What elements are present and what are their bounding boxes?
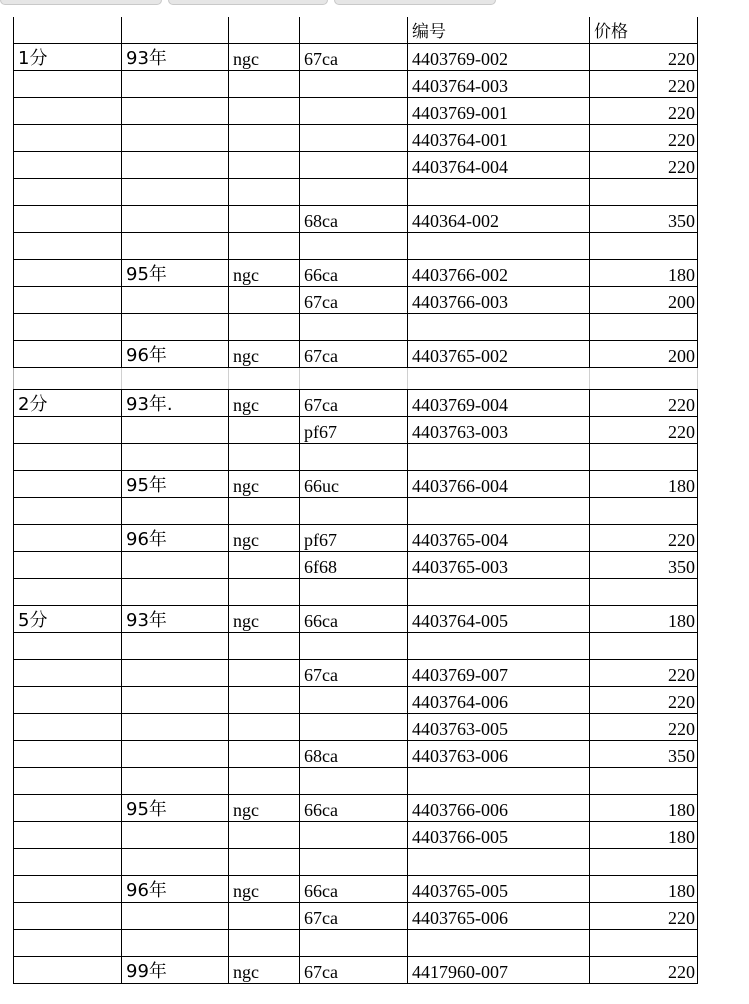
grade-cell[interactable]: 67ca: [300, 903, 408, 930]
serial-number-cell[interactable]: 4403766-006: [408, 795, 590, 822]
coin-price-table: [13, 17, 698, 984]
price-cell[interactable]: 180: [590, 795, 698, 822]
price-cell[interactable]: 180: [590, 606, 698, 633]
grade-cell[interactable]: 67ca: [300, 44, 408, 71]
serial-number-cell[interactable]: 4403769-007: [408, 660, 590, 687]
grade-cell[interactable]: [300, 498, 408, 525]
year-cell[interactable]: [122, 741, 229, 768]
table-row: [14, 260, 698, 287]
grade-cell[interactable]: [300, 444, 408, 471]
table-row: [14, 44, 698, 71]
grader-cell[interactable]: [229, 233, 300, 260]
serial-number-cell[interactable]: 4403763-006: [408, 741, 590, 768]
grader-cell[interactable]: ngc: [229, 390, 300, 417]
year-cell[interactable]: 96年: [122, 341, 229, 368]
grader-cell[interactable]: [229, 930, 300, 957]
grade-cell[interactable]: pf67: [300, 417, 408, 444]
grader-cell[interactable]: [229, 822, 300, 849]
price-cell[interactable]: 350: [590, 552, 698, 579]
price-cell[interactable]: 180: [590, 822, 698, 849]
year-cell[interactable]: [122, 417, 229, 444]
grade-cell[interactable]: [300, 849, 408, 876]
price-cell[interactable]: 220: [590, 714, 698, 741]
year-cell[interactable]: [122, 552, 229, 579]
serial-number-cell[interactable]: 4403765-002: [408, 341, 590, 368]
header-row: [14, 17, 698, 44]
price-cell[interactable]: 220: [590, 660, 698, 687]
price-cell[interactable]: [590, 633, 698, 660]
grade-cell[interactable]: [300, 930, 408, 957]
table-row: [14, 390, 698, 417]
header-cell-grader[interactable]: [229, 17, 300, 44]
year-cell[interactable]: [122, 98, 229, 125]
denomination-cell[interactable]: [14, 498, 122, 525]
price-cell[interactable]: [590, 179, 698, 206]
table-row: [14, 687, 698, 714]
denomination-cell[interactable]: [14, 768, 122, 795]
serial-number-cell[interactable]: [408, 233, 590, 260]
grade-cell[interactable]: 67ca: [300, 957, 408, 984]
price-cell[interactable]: 220: [590, 152, 698, 179]
year-cell[interactable]: [122, 444, 229, 471]
denomination-cell[interactable]: 5分: [14, 606, 122, 633]
denomination-cell[interactable]: [14, 795, 122, 822]
denomination-cell[interactable]: [14, 552, 122, 579]
serial-number-cell[interactable]: 4403765-005: [408, 876, 590, 903]
year-cell[interactable]: 99年: [122, 957, 229, 984]
serial-number-cell[interactable]: 4403766-002: [408, 260, 590, 287]
table-row: [14, 125, 698, 152]
denomination-cell[interactable]: [14, 633, 122, 660]
price-cell[interactable]: 220: [590, 71, 698, 98]
grader-cell[interactable]: [229, 579, 300, 606]
serial-number-cell[interactable]: 4403766-004: [408, 471, 590, 498]
serial-number-cell[interactable]: [408, 768, 590, 795]
header-cell-grade[interactable]: [300, 17, 408, 44]
price-cell[interactable]: 180: [590, 471, 698, 498]
table-row: [14, 233, 698, 260]
grade-cell[interactable]: [300, 714, 408, 741]
grader-cell[interactable]: [229, 498, 300, 525]
denomination-cell[interactable]: [14, 314, 122, 341]
grader-cell[interactable]: [229, 903, 300, 930]
serial-number-cell[interactable]: [408, 579, 590, 606]
denomination-cell[interactable]: [14, 876, 122, 903]
table-row: [14, 98, 698, 125]
year-cell[interactable]: 95年: [122, 471, 229, 498]
denomination-cell[interactable]: [14, 660, 122, 687]
grader-cell[interactable]: [229, 552, 300, 579]
price-cell[interactable]: 200: [590, 341, 698, 368]
table-row: [14, 660, 698, 687]
serial-number-cell[interactable]: 4403769-002: [408, 44, 590, 71]
denomination-cell[interactable]: [14, 741, 122, 768]
table-row: [14, 606, 698, 633]
table-row: [14, 795, 698, 822]
grade-cell[interactable]: 68ca: [300, 741, 408, 768]
denomination-cell[interactable]: [14, 206, 122, 233]
table-row: [14, 417, 698, 444]
table-row: [14, 444, 698, 471]
year-cell[interactable]: [122, 822, 229, 849]
denomination-cell[interactable]: [14, 822, 122, 849]
year-cell[interactable]: 95年: [122, 260, 229, 287]
spacer-cell[interactable]: [229, 368, 300, 390]
year-cell[interactable]: [122, 687, 229, 714]
denomination-cell[interactable]: [14, 417, 122, 444]
denomination-cell[interactable]: [14, 233, 122, 260]
window-tab-strip: [0, 0, 749, 6]
price-cell[interactable]: [590, 444, 698, 471]
serial-number-cell[interactable]: [408, 498, 590, 525]
serial-number-cell[interactable]: 4403769-004: [408, 390, 590, 417]
year-cell[interactable]: [122, 287, 229, 314]
serial-number-cell[interactable]: [408, 179, 590, 206]
price-cell[interactable]: [590, 930, 698, 957]
table-row: [14, 498, 698, 525]
spacer-cell[interactable]: [122, 368, 229, 390]
year-cell[interactable]: [122, 206, 229, 233]
grade-cell[interactable]: pf67: [300, 525, 408, 552]
price-cell[interactable]: [590, 579, 698, 606]
year-cell[interactable]: [122, 930, 229, 957]
year-cell[interactable]: 95年: [122, 795, 229, 822]
year-cell[interactable]: [122, 768, 229, 795]
table-row: [14, 930, 698, 957]
year-cell[interactable]: [122, 498, 229, 525]
grade-cell[interactable]: 68ca: [300, 206, 408, 233]
price-cell[interactable]: 220: [590, 525, 698, 552]
table-row: [14, 903, 698, 930]
spacer-cell[interactable]: [408, 368, 590, 390]
price-cell[interactable]: [590, 233, 698, 260]
year-cell[interactable]: [122, 633, 229, 660]
serial-number-cell[interactable]: 4403765-004: [408, 525, 590, 552]
denomination-cell[interactable]: [14, 930, 122, 957]
serial-number-cell[interactable]: [408, 633, 590, 660]
grade-cell[interactable]: [300, 233, 408, 260]
year-cell[interactable]: [122, 714, 229, 741]
denomination-cell[interactable]: 2分: [14, 390, 122, 417]
denomination-cell[interactable]: [14, 260, 122, 287]
grader-cell[interactable]: ngc: [229, 471, 300, 498]
grader-cell[interactable]: [229, 152, 300, 179]
header-cell-denomination[interactable]: [14, 17, 122, 44]
denomination-cell[interactable]: [14, 341, 122, 368]
grader-cell[interactable]: [229, 71, 300, 98]
year-cell[interactable]: 93年: [122, 44, 229, 71]
grade-cell[interactable]: [300, 152, 408, 179]
price-cell[interactable]: 220: [590, 98, 698, 125]
table-row: [14, 471, 698, 498]
grade-cell[interactable]: [300, 71, 408, 98]
grade-cell[interactable]: 67ca: [300, 390, 408, 417]
denomination-cell[interactable]: [14, 444, 122, 471]
grader-cell[interactable]: [229, 417, 300, 444]
grader-cell[interactable]: ngc: [229, 44, 300, 71]
grader-cell[interactable]: ngc: [229, 341, 300, 368]
serial-number-cell[interactable]: 4403764-003: [408, 71, 590, 98]
grader-cell[interactable]: [229, 714, 300, 741]
year-cell[interactable]: [122, 579, 229, 606]
year-cell[interactable]: [122, 903, 229, 930]
price-cell[interactable]: 220: [590, 957, 698, 984]
year-cell[interactable]: [122, 233, 229, 260]
serial-number-cell[interactable]: 4403769-001: [408, 98, 590, 125]
table-row: [14, 579, 698, 606]
table-row: [14, 822, 698, 849]
price-cell[interactable]: 220: [590, 125, 698, 152]
price-cell[interactable]: [590, 314, 698, 341]
grade-cell[interactable]: [300, 125, 408, 152]
grader-cell[interactable]: [229, 444, 300, 471]
grade-cell[interactable]: [300, 633, 408, 660]
table-row: [14, 741, 698, 768]
serial-number-cell[interactable]: 4403765-003: [408, 552, 590, 579]
table-body: [14, 17, 698, 984]
denomination-cell[interactable]: [14, 687, 122, 714]
table-row: [14, 633, 698, 660]
serial-number-cell[interactable]: 4403764-006: [408, 687, 590, 714]
grader-cell[interactable]: [229, 125, 300, 152]
serial-number-cell[interactable]: [408, 930, 590, 957]
table-row: [14, 714, 698, 741]
grader-cell[interactable]: [229, 206, 300, 233]
year-cell[interactable]: 93年: [122, 606, 229, 633]
spacer-cell[interactable]: [14, 368, 122, 390]
price-cell[interactable]: [590, 849, 698, 876]
serial-number-cell[interactable]: 4403766-003: [408, 287, 590, 314]
denomination-cell[interactable]: [14, 957, 122, 984]
table-row: [14, 71, 698, 98]
grader-cell[interactable]: [229, 98, 300, 125]
price-cell[interactable]: 220: [590, 417, 698, 444]
grade-cell[interactable]: 66ca: [300, 260, 408, 287]
grader-cell[interactable]: [229, 287, 300, 314]
price-cell[interactable]: 200: [590, 287, 698, 314]
year-cell[interactable]: [122, 849, 229, 876]
tab-fragment[interactable]: [0, 0, 162, 5]
year-cell[interactable]: 93年.: [122, 390, 229, 417]
serial-number-cell[interactable]: [408, 444, 590, 471]
year-cell[interactable]: [122, 179, 229, 206]
grade-cell[interactable]: [300, 314, 408, 341]
header-cell-id[interactable]: 编号: [408, 17, 590, 44]
table-row: [14, 206, 698, 233]
price-cell[interactable]: 220: [590, 390, 698, 417]
header-cell-price[interactable]: 价格: [590, 17, 698, 44]
table-row: [14, 525, 698, 552]
grade-cell[interactable]: 66ca: [300, 795, 408, 822]
grade-cell[interactable]: [300, 179, 408, 206]
serial-number-cell[interactable]: [408, 849, 590, 876]
price-cell[interactable]: [590, 498, 698, 525]
grader-cell[interactable]: [229, 768, 300, 795]
table-row: [14, 957, 698, 984]
table-row: [14, 768, 698, 795]
year-cell[interactable]: 96年: [122, 525, 229, 552]
price-cell[interactable]: 220: [590, 903, 698, 930]
denomination-cell[interactable]: [14, 471, 122, 498]
year-cell[interactable]: [122, 314, 229, 341]
grade-cell[interactable]: 6f68: [300, 552, 408, 579]
grader-cell[interactable]: ngc: [229, 957, 300, 984]
price-cell[interactable]: 180: [590, 260, 698, 287]
grader-cell[interactable]: ngc: [229, 876, 300, 903]
grade-cell[interactable]: [300, 98, 408, 125]
table-row: [14, 876, 698, 903]
grade-cell[interactable]: [300, 687, 408, 714]
serial-number-cell[interactable]: 4403764-001: [408, 125, 590, 152]
denomination-cell[interactable]: 1分: [14, 44, 122, 71]
grader-cell[interactable]: [229, 633, 300, 660]
grader-cell[interactable]: [229, 849, 300, 876]
spacer-row: [14, 368, 698, 390]
grade-cell[interactable]: 66ca: [300, 876, 408, 903]
price-cell[interactable]: 350: [590, 741, 698, 768]
year-cell[interactable]: [122, 71, 229, 98]
price-cell[interactable]: 220: [590, 44, 698, 71]
serial-number-cell[interactable]: 4403764-005: [408, 606, 590, 633]
table-row: [14, 152, 698, 179]
tab-fragment[interactable]: [168, 0, 328, 5]
grade-cell[interactable]: 67ca: [300, 341, 408, 368]
grade-cell[interactable]: [300, 822, 408, 849]
year-cell[interactable]: 96年: [122, 876, 229, 903]
grader-cell[interactable]: ngc: [229, 525, 300, 552]
grader-cell[interactable]: ngc: [229, 260, 300, 287]
grader-cell[interactable]: [229, 660, 300, 687]
table-row: [14, 341, 698, 368]
serial-number-cell[interactable]: 4417960-007: [408, 957, 590, 984]
tab-fragment[interactable]: [334, 0, 496, 5]
denomination-cell[interactable]: [14, 152, 122, 179]
grade-cell[interactable]: 67ca: [300, 287, 408, 314]
serial-number-cell[interactable]: 4403763-003: [408, 417, 590, 444]
year-cell[interactable]: [122, 152, 229, 179]
serial-number-cell[interactable]: 4403763-005: [408, 714, 590, 741]
denomination-cell[interactable]: [14, 525, 122, 552]
grade-cell[interactable]: 66ca: [300, 606, 408, 633]
serial-number-cell[interactable]: 4403764-004: [408, 152, 590, 179]
table-row: [14, 314, 698, 341]
grader-cell[interactable]: ngc: [229, 795, 300, 822]
serial-number-cell[interactable]: [408, 314, 590, 341]
serial-number-cell[interactable]: 4403765-006: [408, 903, 590, 930]
year-cell[interactable]: [122, 125, 229, 152]
year-cell[interactable]: [122, 660, 229, 687]
denomination-cell[interactable]: [14, 903, 122, 930]
denomination-cell[interactable]: [14, 98, 122, 125]
denomination-cell[interactable]: [14, 125, 122, 152]
denomination-cell[interactable]: [14, 849, 122, 876]
table-row: [14, 849, 698, 876]
grade-cell[interactable]: [300, 579, 408, 606]
grader-cell[interactable]: ngc: [229, 606, 300, 633]
grade-cell[interactable]: 66uc: [300, 471, 408, 498]
table-row: [14, 179, 698, 206]
price-cell[interactable]: 220: [590, 687, 698, 714]
denomination-cell[interactable]: [14, 714, 122, 741]
serial-number-cell[interactable]: 4403766-005: [408, 822, 590, 849]
grader-cell[interactable]: [229, 741, 300, 768]
table-row: [14, 287, 698, 314]
grade-cell[interactable]: [300, 768, 408, 795]
denomination-cell[interactable]: [14, 179, 122, 206]
price-cell[interactable]: [590, 768, 698, 795]
serial-number-cell[interactable]: 440364-002: [408, 206, 590, 233]
denomination-cell[interactable]: [14, 287, 122, 314]
denomination-cell[interactable]: [14, 579, 122, 606]
grader-cell[interactable]: [229, 179, 300, 206]
grader-cell[interactable]: [229, 314, 300, 341]
table-row: [14, 552, 698, 579]
header-cell-year[interactable]: [122, 17, 229, 44]
grader-cell[interactable]: [229, 687, 300, 714]
grade-cell[interactable]: 67ca: [300, 660, 408, 687]
price-cell[interactable]: 350: [590, 206, 698, 233]
denomination-cell[interactable]: [14, 71, 122, 98]
spacer-cell[interactable]: [300, 368, 408, 390]
spacer-cell[interactable]: [590, 368, 698, 390]
price-cell[interactable]: 180: [590, 876, 698, 903]
